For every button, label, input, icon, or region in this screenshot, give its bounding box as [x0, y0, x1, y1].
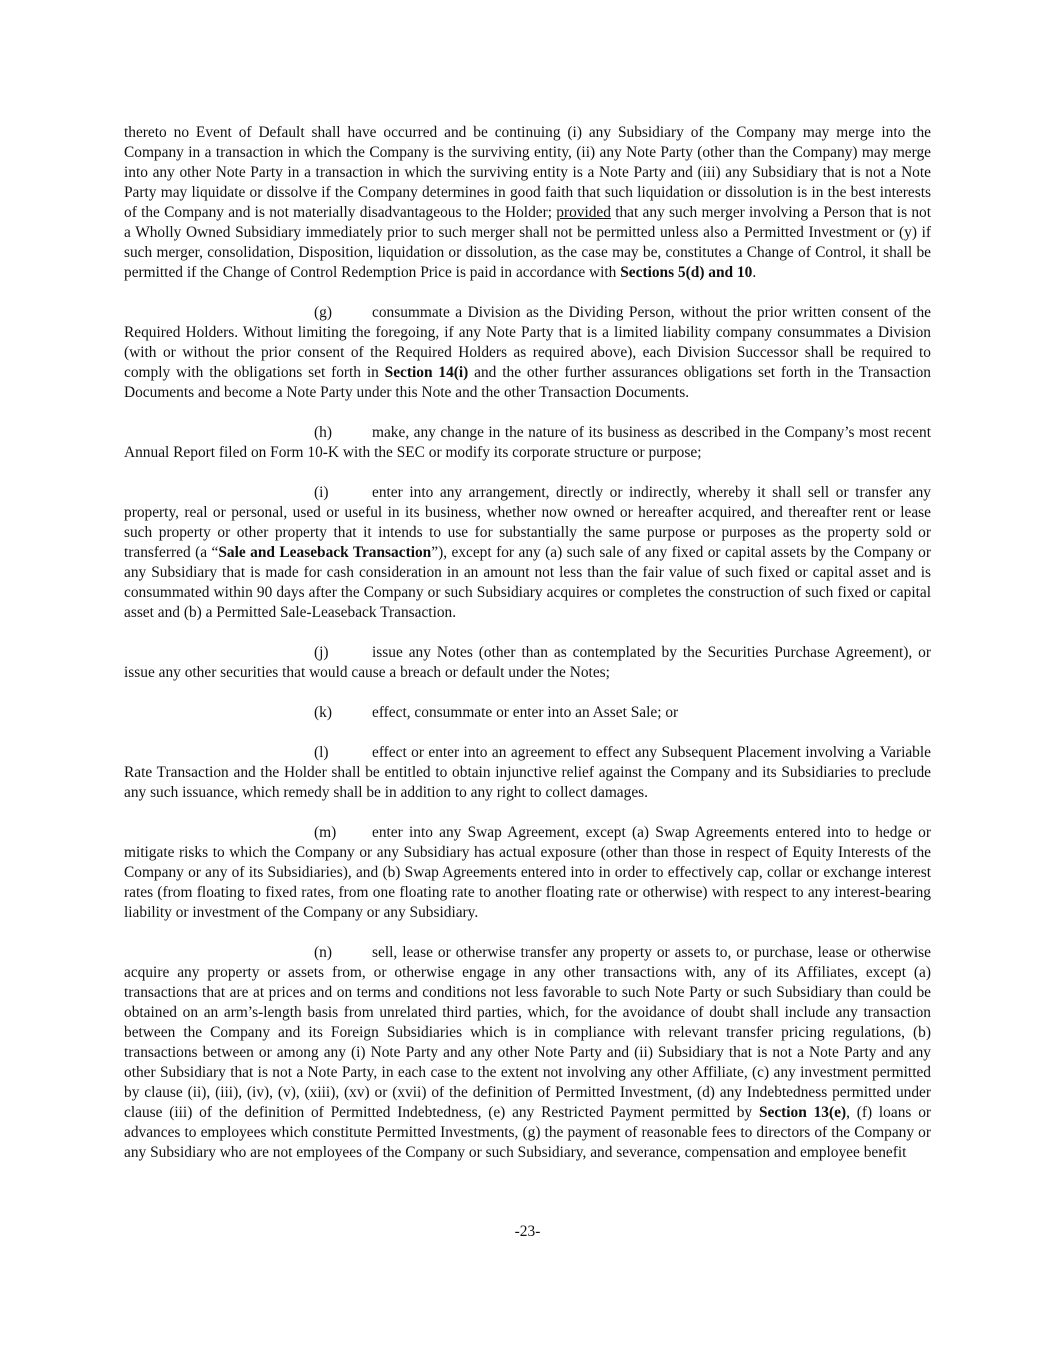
clause-label: (h)	[314, 424, 332, 441]
clause-l	[124, 743, 931, 803]
section-reference: Section 13(e)	[758, 1104, 847, 1121]
clause-label: (k)	[314, 704, 332, 721]
clause-n	[124, 943, 931, 1163]
clause-text: and the other further assurances obligations set forth in the Transaction Documents and become a Note Party under this Note and the other Transaction Documents.	[124, 364, 931, 401]
document-page	[124, 123, 931, 1163]
clause-j	[124, 643, 931, 683]
paragraph-text: thereto no Event of Default shall have occurred and be continuing (i) any Subsidiary of the Company may merge into the Company in a transaction in which the Company is the surviving entity, (ii) any Note Party (other than the Company) may merge into any other Note Party in a transaction in which the surviving entity is a Note Party and (iii) any Subsidiary that is not a Note Party may liquidate or dissolve if the Company determines in good faith that such liquidation or dissolution is in the best interests of the Company and is not materially disadvantageous to the Holder;	[124, 124, 931, 221]
clause-k	[124, 703, 931, 723]
underlined-term: provided	[556, 204, 611, 221]
page-number: -23-	[514, 1223, 541, 1240]
paragraph-text: .	[752, 264, 757, 281]
clause-text: effect or enter into an agreement to effect any Subsequent Placement involving a Variable Rate Transaction and the Holder shall be entitled to obtain injunctive relief against the Company and its Subsidiaries to preclude any such issuance, which remedy shall be in addition to any right to collect damages.	[124, 744, 931, 801]
clause-m	[124, 823, 931, 923]
clause-text: issue any Notes (other than as contemplated by the Securities Purchase Agreement), or issue any other securities that would cause a breach or default under the Notes;	[124, 644, 931, 681]
clause-text: ”), except for any (a) such sale of any fixed or capital assets by the Company or any Subsidiary that is made for cash consideration in an amount not less than the fair value of such fixed or capital asset and is consummated within 90 days after the Company or such Subsidiary acquires or completes the construction of such fixed or capital asset and (b) a Permitted Sale-Leaseback Transaction.	[124, 544, 932, 621]
clause-label: (g)	[314, 304, 332, 321]
clause-label: (i)	[314, 484, 329, 501]
paragraph-continuation	[124, 123, 931, 283]
clause-text: enter into any Swap Agreement, except (a) Swap Agreements entered into to hedge or mitigate risks to which the Company or any Subsidiary has actual exposure (other than those in respect of Equity Interests of the Company or any of its Subsidiaries), and (b) Swap Agreements entered into in order to effectively cap, collar or exchange interest rates (from floating to fixed rates, from one floating rate to another floating rate or otherwise) with respect to any interest-bearing liability or investment of the Company or any Subsidiary.	[124, 824, 931, 921]
section-reference: Sections 5(d) and 10	[620, 264, 753, 281]
clause-g	[124, 303, 931, 403]
defined-term: Sale and Leaseback Transaction	[218, 544, 432, 561]
clause-text: make, any change in the nature of its business as described in the Company’s most recent Annual Report filed on Form 10-K with the SEC or modify its corporate structure or purpose;	[124, 424, 931, 461]
clause-text: , (f) loans or advances to employees which constitute Permitted Investments, (g) the payment of reasonable fees to directors of the Company or any Subsidiary who are not employees of the Company or such Subsidiary, and severance, compensation and employee benefit	[124, 1104, 932, 1161]
clause-label: (l)	[314, 744, 329, 761]
section-reference: Section 14(i)	[384, 364, 469, 381]
clause-label: (j)	[314, 644, 329, 661]
paragraph-text: that any such merger involving a Person that is not a Wholly Owned Subsidiary immediately prior to such merger shall not be permitted unless also a Permitted Investment or (y) if such merger, consolidation, Disposition, liquidation or dissolution, as the case may be, constitutes a Change of Control, it shall be permitted if the Change of Control Redemption Price is paid in accordance with	[124, 204, 931, 281]
clause-h	[124, 423, 931, 463]
clause-label: (m)	[314, 824, 337, 841]
clause-i	[124, 483, 931, 623]
clause-label: (n)	[314, 944, 332, 961]
clause-text: effect, consummate or enter into an Asset Sale; or	[372, 704, 679, 721]
clause-text: enter into any arrangement, directly or indirectly, whereby it shall sell or transfer any property, real or personal, used or useful in its business, whether now owned or hereafter acquired, and thereafter rent or lease such property or other property that it intends to use for substantially the same purpose or purposes as the property sold or transferred (a “	[124, 484, 931, 561]
clause-text: consummate a Division as the Dividing Person, without the prior written consent of the Required Holders. Without limiting the foregoing, if any Note Party that is a limited liability company consummates a Division (with or without the prior consent of the Required Holders as required above), each Division Successor shall be required to comply with the obligations set forth in	[124, 304, 931, 381]
clause-text: sell, lease or otherwise transfer any property or assets to, or purchase, lease or otherwise acquire any property or assets from, or otherwise engage in any other transactions with, any of its Affiliates, except (a) transactions that are at prices and on terms and conditions not less favorable to such Note Party or such Subsidiary than could be obtained on an arm’s-length basis from unrelated third parties, which, for the avoidance of doubt shall include any transaction between the Company and its Foreign Subsidiaries which is in compliance with relevant transfer pricing regulations, (b) transactions between or among any (i) Note Party and any other Note Party and (ii) Subsidiary that is not a Note Party and any other Subsidiary that is not a Note Party, in each case to the extent not involving any other Affiliate, (c) any investment permitted by clause (ii), (iii), (iv), (v), (xiii), (xv) or (xvii) of the definition of Permitted Investment, (d) any Indebtedness permitted under clause (iii) of the definition of Permitted Indebtedness, (e) any Restricted Payment permitted by	[124, 944, 931, 1121]
